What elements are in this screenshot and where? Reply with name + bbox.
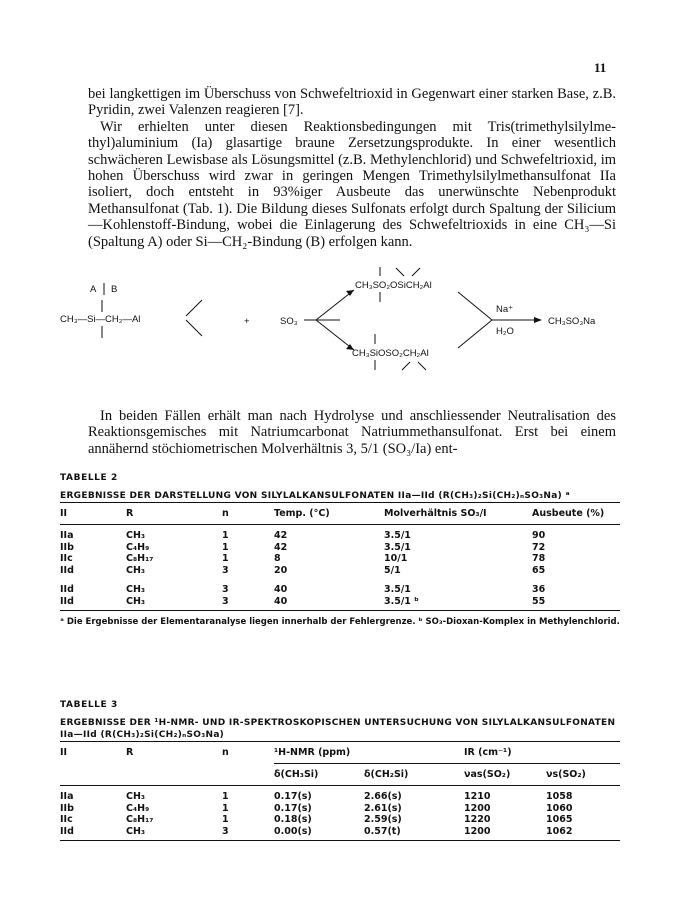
- cell: 55: [532, 595, 546, 607]
- table-3-title: ERGEBNISSE DER ¹H-NMR- UND IR-SPEKTROSKOPISCHEN UNTERSUCHUNG VON SILYLALKANSULFONATEN IIa—IId (R(CH₃)₂Si(CH₂)ₙSO₃Na): [60, 718, 616, 740]
- table-2-footnote: ᵃ Die Ergebnisse der Elementaranalyse liegen innerhalb der Fehlergrenze. ᵇ SO₃-Dioxan-Komplex in Methylenchlorid.: [60, 617, 620, 627]
- cell: IId: [60, 825, 74, 837]
- label-a: A: [90, 284, 97, 295]
- cell: 1062: [546, 825, 573, 837]
- header-cell: νas(SO₂): [464, 769, 511, 780]
- header-cell: δ(CH₃Si): [274, 769, 319, 780]
- table-row: [60, 826, 620, 841]
- cell: C₈H₁₇: [126, 814, 154, 825]
- table-2: [60, 473, 620, 628]
- cell: IId: [60, 584, 74, 595]
- cell: 3.5/1: [384, 584, 411, 595]
- table-3: [60, 700, 620, 841]
- cell: 3.5/1: [384, 530, 411, 541]
- cell: 1060: [546, 802, 573, 814]
- table-2-grid: [60, 502, 620, 611]
- cell: 1: [222, 814, 229, 825]
- header-cell: Ausbeute (%): [532, 508, 605, 519]
- cell: 3.5/1: [384, 541, 411, 553]
- product-bottom: CH₃SiOSO₂CH₂Al: [352, 348, 429, 359]
- header-cell: II: [60, 747, 68, 759]
- cell: 65: [532, 564, 546, 576]
- header-cell: R: [126, 508, 134, 519]
- cell: 0.17(s): [274, 802, 312, 814]
- header-cell: n: [222, 747, 229, 759]
- cell: IIb: [60, 802, 74, 814]
- so3-formula: SO₃: [280, 316, 298, 327]
- cell: 10/1: [384, 553, 408, 564]
- header-cell: R: [126, 747, 134, 759]
- cell: 0.57(t): [364, 825, 401, 837]
- cell: 40: [274, 584, 288, 595]
- cell: C₄H₉: [126, 541, 150, 553]
- cell: 1220: [464, 814, 491, 825]
- paragraph-3: In beiden Fällen erhält man nach Hydrolyse und anschliessender Neutralisation des Reaktionsgemisches mit Natriumcarbonat Natriummethansulfonat. Erst bei einem annähernd stöchiometrischen Molverhältnis 3, 5/1 (SO₃/Ia) ent-: [88, 408, 616, 457]
- cell: IIc: [60, 553, 73, 564]
- cell: CH₃: [126, 530, 146, 541]
- page-number: 11: [594, 60, 607, 75]
- cell: 3: [222, 825, 229, 837]
- cell: CH₃: [126, 564, 146, 576]
- table-row: [60, 576, 620, 596]
- cell: 3: [222, 595, 229, 607]
- header-cell: ¹H-NMR (ppm): [274, 742, 464, 764]
- table-row: [60, 565, 620, 577]
- cell: 42: [274, 541, 288, 553]
- cell: 90: [532, 530, 546, 541]
- header-cell: νs(SO₂): [546, 769, 586, 780]
- cell: 5/1: [384, 564, 401, 576]
- cell: IIc: [60, 814, 73, 825]
- paragraph-3-block: [88, 408, 616, 457]
- cell: 36: [532, 584, 546, 595]
- product-top: CH₃SO₂OSiCH₂Al: [355, 280, 432, 291]
- header-cell: n: [222, 508, 229, 519]
- paragraph-2: Wir erhielten unter diesen Reaktionsbedingungen mit Tris(trimethylsilylmethyl)aluminium (Ia) glasartige braune Zersetzungsprodukte. In einer wesentlich schwächeren Lewisbase als Lösungsmittel (z.B. Methylenchlorid) und Schwefeltrioxid, im hohen Überschuss wird zwar in geringen Mengen Trimethylsilylmethansulfonat IIa isoliert, doch entsteht in 93%iger Ausbeute das unerwünschte Nebenprodukt Methansulfonat (Tab. 1). Die Bildung dieses Sulfonats erfolgt durch Spaltung der Silicium—Kohlenstoff-Bindung, wobei die Einlagerung des Schwefeltrioxids in eine CH₃—Si (Spaltung A) oder Si—CH₂-Bindung (B) erfolgen kann.: [88, 118, 616, 250]
- cell: 1200: [464, 825, 491, 837]
- cell: CH₃: [126, 825, 146, 837]
- table-row: [60, 803, 620, 815]
- table-row: [60, 553, 620, 565]
- cell: 42: [274, 530, 288, 541]
- header-cell: Temp. (°C): [274, 508, 330, 519]
- cell: CH₃: [126, 584, 146, 595]
- cell: IIb: [60, 541, 74, 553]
- cell: 40: [274, 595, 288, 607]
- cell: 0.17(s): [274, 791, 312, 802]
- reaction-scheme: [40, 262, 640, 392]
- cell: C₄H₉: [126, 802, 150, 814]
- header-cell: Molverhältnis SO₃/I: [384, 508, 487, 519]
- cell: IId: [60, 564, 74, 576]
- cell: IIa: [60, 791, 74, 802]
- cell: 1058: [546, 791, 573, 802]
- cell: 1: [222, 791, 229, 802]
- cell: CH₃: [126, 595, 146, 607]
- plus-sign: +: [244, 316, 250, 327]
- label-b: B: [111, 284, 118, 295]
- cell: C₈H₁₇: [126, 553, 154, 564]
- cell: 2.61(s): [364, 802, 402, 814]
- cell: 78: [532, 553, 546, 564]
- header-cell: IR (cm⁻¹): [464, 742, 620, 764]
- cell: IId: [60, 595, 74, 607]
- table-3-grid: [60, 741, 620, 841]
- table-3-caption: TABELLE 3: [60, 700, 118, 710]
- cell: CH₃: [126, 791, 146, 802]
- cell: 1: [222, 530, 229, 541]
- cell: 1: [222, 802, 229, 814]
- cell: 3.5/1 ᵇ: [384, 595, 419, 607]
- table-2-caption: TABELLE 2: [60, 473, 118, 483]
- reactant-formula: CH₃—Si—CH₂—Al: [60, 314, 141, 325]
- cell: 1: [222, 553, 229, 564]
- cell: 8: [274, 553, 281, 564]
- intro-paragraphs: [88, 86, 616, 250]
- cell: 2.66(s): [364, 791, 402, 802]
- reagent-water: H₂O: [496, 326, 514, 337]
- table-2-title: ERGEBNISSE DER DARSTELLUNG VON SILYLALKANSULFONATEN IIa—IId (R(CH₃)₂Si(CH₂)ₙSO₃Na) ᵃ: [60, 491, 570, 501]
- paragraph-1: bei langkettigen im Überschuss von Schwefeltrioxid in Gegenwart einer starken Base, z.B. Pyridin, zwei Valenzen reagieren [7].: [88, 86, 616, 119]
- table-row: [60, 542, 620, 554]
- cell: 1210: [464, 791, 491, 802]
- cell: IIa: [60, 530, 74, 541]
- cell: 1065: [546, 814, 573, 825]
- final-product: CH₃SO₃Na: [548, 316, 596, 327]
- cell: 3: [222, 564, 229, 576]
- table-row: [60, 525, 620, 542]
- cell: 1200: [464, 802, 491, 814]
- cell: 72: [532, 541, 546, 553]
- table-row: [60, 786, 620, 803]
- cell: 0.18(s): [274, 814, 312, 825]
- table-row: [60, 596, 620, 611]
- header-cell: δ(CH₂Si): [364, 769, 409, 780]
- cell: 20: [274, 564, 288, 576]
- cell: 2.59(s): [364, 814, 402, 825]
- cell: 0.00(s): [274, 825, 312, 837]
- reagent-na: Na⁺: [496, 304, 514, 315]
- cell: 3: [222, 584, 229, 595]
- header-cell: II: [60, 508, 68, 519]
- table-row: [60, 814, 620, 826]
- cell: 1: [222, 541, 229, 553]
